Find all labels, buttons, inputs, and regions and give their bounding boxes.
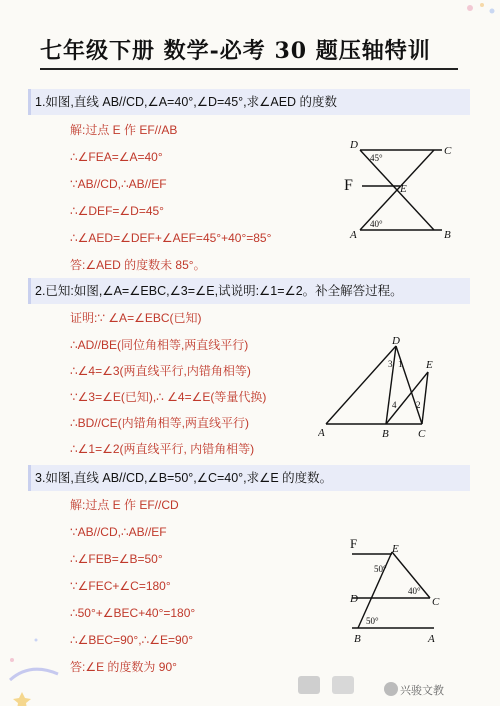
q1-label-e: E [400,183,407,195]
q1-line-2: ∴∠FEA=∠A=40° [70,150,163,164]
q3-line-7: 答:∠E 的度数为 90° [70,660,177,674]
q3-angle-50-bottom: 50° [366,616,379,626]
title-underline [40,68,458,70]
q1-label-b: B [444,229,451,241]
q1-line-1: 解:过点 E 作 EF//AB [70,123,178,137]
q1-label-c: C [444,145,452,157]
decorative-stars [0,600,70,706]
question-3: 3.如图,直线 AB//CD,∠B=50°,∠C=40°,求∠E 的度数。 [28,465,470,491]
q2-label-a: A [318,427,325,439]
q3-line-1: 解:过点 E 作 EF//CD [70,498,179,512]
q3-label-b: B [354,633,361,645]
watermark-text: 兴骏文教 [400,685,444,697]
q2-line-6: ∴∠1=∠2(两直线平行, 内错角相等) [70,442,255,456]
q1-line-3: ∵AB//CD,∴AB//EF [70,177,167,191]
question-2: 2.已知:如图,∠A=∠EBC,∠3=∠E,试说明:∠1=∠2。补全解答过程。 [28,278,470,304]
q3-angle-40: 40° [408,586,421,596]
q2-angle-4: 4 [392,400,397,410]
q2-line-ec [422,372,428,424]
blurred-icon [298,676,320,694]
q3-line-2: ∵AB//CD,∴AB//EF [70,525,167,539]
q2-line-3: ∴∠4=∠3(两直线平行,内错角相等) [70,364,251,378]
q1-label-a: A [350,229,357,241]
q1-angle-45: 45° [370,153,383,163]
q2-angle-3: 3 [388,359,393,369]
q2-label-e: E [426,359,433,371]
q1-line-5: ∴∠AED=∠DEF+∠AEF=45°+40°=85° [70,231,272,245]
watermark-logo-icon [384,682,398,696]
q1-label-f: F [344,177,353,194]
q3-diagram [344,528,460,646]
q2-label-d: D [392,335,400,347]
q3-label-d: D [350,593,358,605]
decorative-dots [440,0,500,22]
q1-angle-40: 40° [370,219,383,229]
q1-line-6: 答:∠AED 的度数未 85°。 [70,258,206,272]
q2-label-c: C [418,428,426,440]
q3-label-c: C [432,596,440,608]
q2-line-4: ∵∠3=∠E(已知),∴ ∠4=∠E(等量代换) [70,390,267,404]
blurred-icon [332,676,354,694]
q2-diagram [318,334,448,442]
q3-label-f: F [350,536,358,551]
q2-line-ad [326,346,396,424]
q3-line-6: ∴∠BEC=90°,∴∠E=90° [70,633,194,647]
q2-label-b: B [382,428,389,440]
q2-line-1: 证明:∵ ∠A=∠EBC(已知) [70,311,202,325]
q1-label-d: D [350,139,358,151]
q3-line-5: ∴50°+∠BEC+40°=180° [70,606,196,620]
q1-line-4: ∴∠DEF=∠D=45° [70,204,164,218]
question-1: 1.如图,直线 AB//CD,∠A=40°,∠D=45°,求∠AED 的度数 [28,89,470,115]
q3-angle-50-top: 50° [374,564,387,574]
q2-line-db [386,346,396,424]
q2-angle-2: 2 [416,400,421,410]
q3-line-4: ∵∠FEC+∠C=180° [70,579,171,593]
q2-angle-1: 1 [398,359,403,369]
q2-line-5: ∴BD//CE(内错角相等,两直线平行) [70,416,249,430]
q3-label-a: A [428,633,435,645]
q3-label-e: E [392,543,399,555]
q2-line-2: ∴AD//BE(同位角相等,两直线平行) [70,338,249,352]
page-title: 七年级下册 数学-必考 30 题压轴特训 [40,38,431,64]
q1-diagram [330,130,460,245]
q3-line-3: ∴∠FEB=∠B=50° [70,552,163,566]
